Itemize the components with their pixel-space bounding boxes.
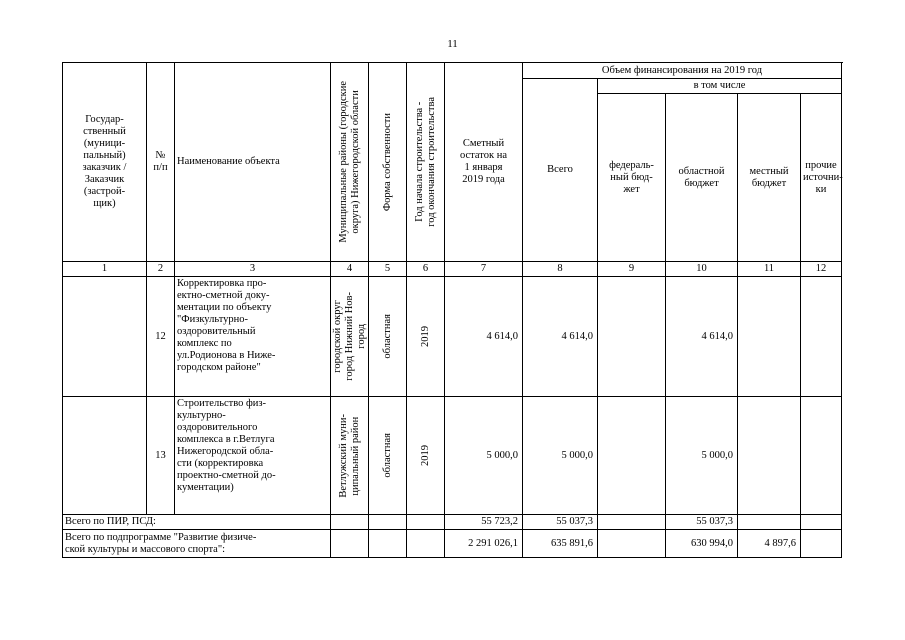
row-year-text: 2019	[419, 445, 431, 466]
empty-cell	[369, 530, 407, 558]
page-number: 11	[447, 38, 458, 50]
header-districts-text: Муниципальные районы (городские округа) Нижегородской области	[337, 81, 361, 243]
empty-cell	[369, 515, 407, 530]
header-estimate: Сметный остаток на 1 января 2019 года	[445, 63, 523, 262]
row-year	[407, 277, 445, 397]
header-num: № п/п	[147, 63, 175, 262]
row-other	[801, 397, 842, 515]
total-pir-regional: 55 037,3	[666, 515, 738, 530]
row-num: 12	[147, 277, 175, 397]
total-row-pir	[63, 515, 842, 530]
row-year	[407, 397, 445, 515]
total-subprogram-federal	[598, 530, 666, 558]
row-ownership-text: областная	[381, 314, 393, 359]
row-object-name: Корректировка про- ектно-сметной доку- ментации по объекту "Физкультурно- оздоровительный комплекс по ул.Родионова в Ниже- городском районе"	[175, 277, 331, 397]
header-regional: областной бюджет	[666, 94, 738, 262]
row-regional: 5 000,0	[666, 397, 738, 515]
row-ownership	[369, 397, 407, 515]
row-estimate: 5 000,0	[445, 397, 523, 515]
row-federal	[598, 277, 666, 397]
col-number: 12	[801, 262, 842, 277]
row-customer	[63, 397, 147, 515]
col-number: 8	[523, 262, 598, 277]
row-district-text: Ветлужский муни- ципальный район	[337, 413, 361, 498]
total-subprogram-estimate: 2 291 026,1	[445, 530, 523, 558]
header-other: прочие источни- ки	[801, 94, 842, 262]
header-total: Всего	[523, 79, 598, 262]
row-regional: 4 614,0	[666, 277, 738, 397]
column-numbers-row	[63, 262, 842, 277]
col-number: 5	[369, 262, 407, 277]
table-row	[63, 277, 842, 397]
total-pir-local	[738, 515, 801, 530]
row-customer	[63, 277, 147, 397]
total-pir-other	[801, 515, 842, 530]
header-customer: Государ- ственный (муници- пальный) заказчик / Заказчик (застрой- щик)	[63, 63, 147, 262]
row-other	[801, 277, 842, 397]
header-districts	[331, 63, 369, 262]
total-subprogram-regional: 630 994,0	[666, 530, 738, 558]
header-local: местный бюджет	[738, 94, 801, 262]
header-row-1	[63, 63, 842, 79]
empty-cell	[331, 530, 369, 558]
total-pir-estimate: 55 723,2	[445, 515, 523, 530]
header-including: в том числе	[598, 79, 842, 94]
row-district	[331, 277, 369, 397]
header-federal: федераль- ный бюд- жет	[598, 94, 666, 262]
col-number: 1	[63, 262, 147, 277]
total-subprogram-local: 4 897,6	[738, 530, 801, 558]
total-pir-label: Всего по ПИР, ПСД:	[63, 515, 331, 530]
header-funding: Объем финансирования на 2019 год	[523, 63, 842, 79]
col-number: 9	[598, 262, 666, 277]
col-number: 10	[666, 262, 738, 277]
table-row	[63, 397, 842, 515]
col-number: 11	[738, 262, 801, 277]
empty-cell	[331, 515, 369, 530]
total-subprogram-total: 635 891,6	[523, 530, 598, 558]
total-pir-federal	[598, 515, 666, 530]
row-total: 5 000,0	[523, 397, 598, 515]
col-number: 6	[407, 262, 445, 277]
total-subprogram-other	[801, 530, 842, 558]
total-subprogram-label: Всего по подпрограмме "Развитие физиче- ской культуры и массового спорта":	[63, 530, 331, 558]
header-years	[407, 63, 445, 262]
col-number: 7	[445, 262, 523, 277]
col-number: 3	[175, 262, 331, 277]
header-object-name: Наименование объекта	[175, 63, 331, 262]
empty-cell	[407, 530, 445, 558]
header-ownership-text: Форма собственности	[381, 112, 393, 212]
header-ownership	[369, 63, 407, 262]
total-row-subprogram	[63, 530, 842, 558]
row-year-text: 2019	[419, 326, 431, 347]
col-number: 4	[331, 262, 369, 277]
col-number: 2	[147, 262, 175, 277]
total-pir-total: 55 037,3	[523, 515, 598, 530]
row-num: 13	[147, 397, 175, 515]
row-district-text: городской округ город Нижний Нов- город	[331, 292, 367, 381]
row-district	[331, 397, 369, 515]
row-ownership-text: областная	[381, 433, 393, 478]
row-total: 4 614,0	[523, 277, 598, 397]
row-ownership	[369, 277, 407, 397]
header-years-text: Год начала строительства - год окончания строительства	[413, 97, 437, 227]
funding-table	[62, 62, 842, 558]
row-local	[738, 277, 801, 397]
row-estimate: 4 614,0	[445, 277, 523, 397]
empty-cell	[407, 515, 445, 530]
row-local	[738, 397, 801, 515]
row-object-name: Строительство физ- культурно- оздоровительного комплекса в г.Ветлуга Нижегородской обла- сти (корректировка проектно-сметной до- кументации)	[175, 397, 331, 515]
row-federal	[598, 397, 666, 515]
